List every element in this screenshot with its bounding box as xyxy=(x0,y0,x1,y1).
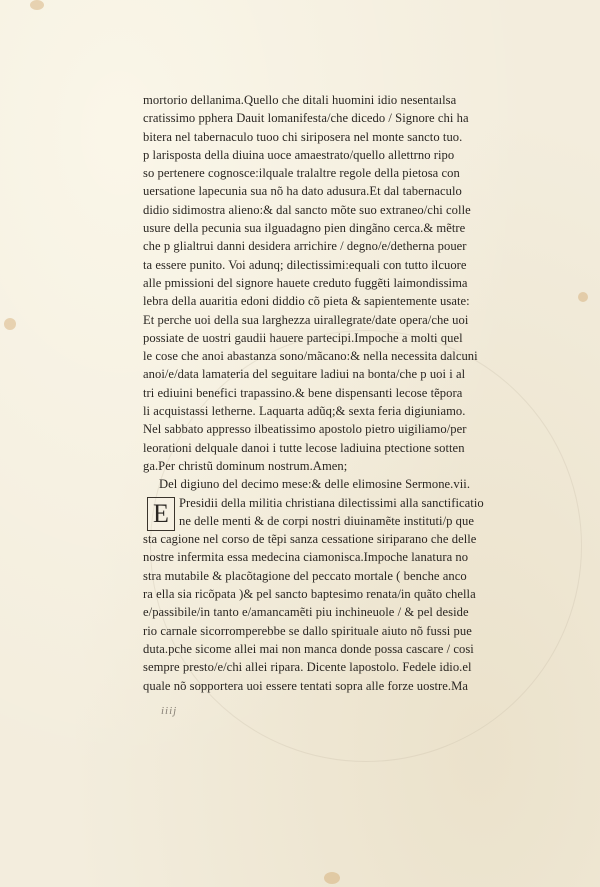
text-line: Presidii della militia christiana dilectissimi alla sanctificatio xyxy=(179,495,484,510)
foxing-stain-top-left xyxy=(30,0,44,10)
text-line: cratissimo pphera Dauit lomanifesta/che dicedo / Signore chi ha xyxy=(143,111,469,126)
foxing-stain-bottom xyxy=(324,872,340,884)
signature-mark: iiij xyxy=(161,705,178,717)
text-line: rio carnale sicorromperebbe se dallo spirituale aiuto nõ fussi pue xyxy=(143,623,472,638)
text-line: Nel sabbato appresso ilbeatissimo apostolo pietro uigiliamo/per xyxy=(143,422,467,437)
sermon-heading: Del digiuno del decimo mese:& delle elimosine Sermone.vii. xyxy=(159,477,471,492)
text-line: didio sidimostra alieno:& dal sancto mõte suo extraneo/chi colle xyxy=(143,202,471,217)
text-line: anoi/e/data lamateria del seguitare ladiui na bonta/che p uoi i al xyxy=(143,367,466,382)
text-line: sta cagione nel corso de tẽpi sanza cessatione siriparano che delle xyxy=(143,532,477,547)
text-line: tri ediuini benefici trapassino.& bene dispensanti lecose tẽpora xyxy=(143,385,463,400)
text-line: che p glialtrui danni desidera arrichire / degno/e/detherna pouer xyxy=(143,239,467,254)
text-line: stra mutabile & placõtagione del peccato mortale ( benche anco xyxy=(143,568,467,583)
text-line: so pertenere cognosce:ilquale tralaltre regole della pietosa con xyxy=(143,166,460,181)
text-line: li acquistassi letherne. Laquarta adũq;& sexta feria digiuniamo. xyxy=(143,404,466,419)
paragraph-sermon-body xyxy=(143,530,563,695)
text-column xyxy=(143,91,563,695)
text-line: Et perche uoi della sua larghezza uirallegrate/date opera/che uoi xyxy=(143,312,469,327)
text-line: alle pmissioni del signore hauete creduto fuggẽti laimondissima xyxy=(143,275,468,290)
text-line: usure della pecunia sua ilguadagno pien dingãno cerca.& mẽtre xyxy=(143,221,466,236)
text-line: lebra della auaritia edoni diddio cõ pieta & sapientemente usate: xyxy=(143,294,470,309)
text-line: ga.Per christũ dominum nostrum.Amen; xyxy=(143,458,348,473)
text-line: possiate de uostri gaudii hauere partecipi.Impoche a molti quel xyxy=(143,330,463,345)
text-line: sempre presto/e/chi allei ripara. Dicente lapostolo. Fedele idio.el xyxy=(143,660,472,675)
text-line: ta essere punito. Voi adunq; dilectissimi:equali con tutto ilcuore xyxy=(143,257,467,272)
text-line: duta.pche sicome allei mai non manca donde possa cascare / cosi xyxy=(143,641,474,656)
drop-cap-lines xyxy=(143,494,563,531)
foxing-stain-left xyxy=(4,318,16,330)
text-line: le cose che anoi abastanza sono/mãcano:& nella necessita dalcuni xyxy=(143,349,478,364)
text-line: uersatione lapecunia sua nõ ha dato adusura.Et dal tabernaculo xyxy=(143,184,462,199)
drop-cap-initial: E xyxy=(147,497,175,531)
text-line: quale nõ sopportera uoi essere tentati sopra alle forze uostre.Ma xyxy=(143,678,468,693)
text-line: nostre infermita essa medecina ciamonisca.Impoche lanatura no xyxy=(143,550,469,565)
text-line: ne delle menti & de corpi nostri diuinamẽte instituti/p que xyxy=(179,513,474,528)
text-line: e/passibile/in tanto e/amancamẽti piu inchineuole / & pel deside xyxy=(143,605,469,620)
text-line: bitera nel tabernaculo tuoo chi siriposera nel monte sancto tuo. xyxy=(143,129,463,144)
text-line: p larisposta della diuina uoce amaestrato/quello allettrno ripo xyxy=(143,147,455,162)
text-line: leorationi delquale danoi i tutte lecose ladiuina ptectione sotten xyxy=(143,440,465,455)
text-line: ra ella sia ricõpata )& pel sancto baptesimo renata/in quãto chella xyxy=(143,587,476,602)
foxing-stain-right xyxy=(578,292,588,302)
text-line: mortorio dellanima.Quello che ditali huomini idio nesentaılsa xyxy=(143,93,457,107)
paragraph-previous-sermon xyxy=(143,91,563,475)
sermon-opening xyxy=(143,494,563,531)
